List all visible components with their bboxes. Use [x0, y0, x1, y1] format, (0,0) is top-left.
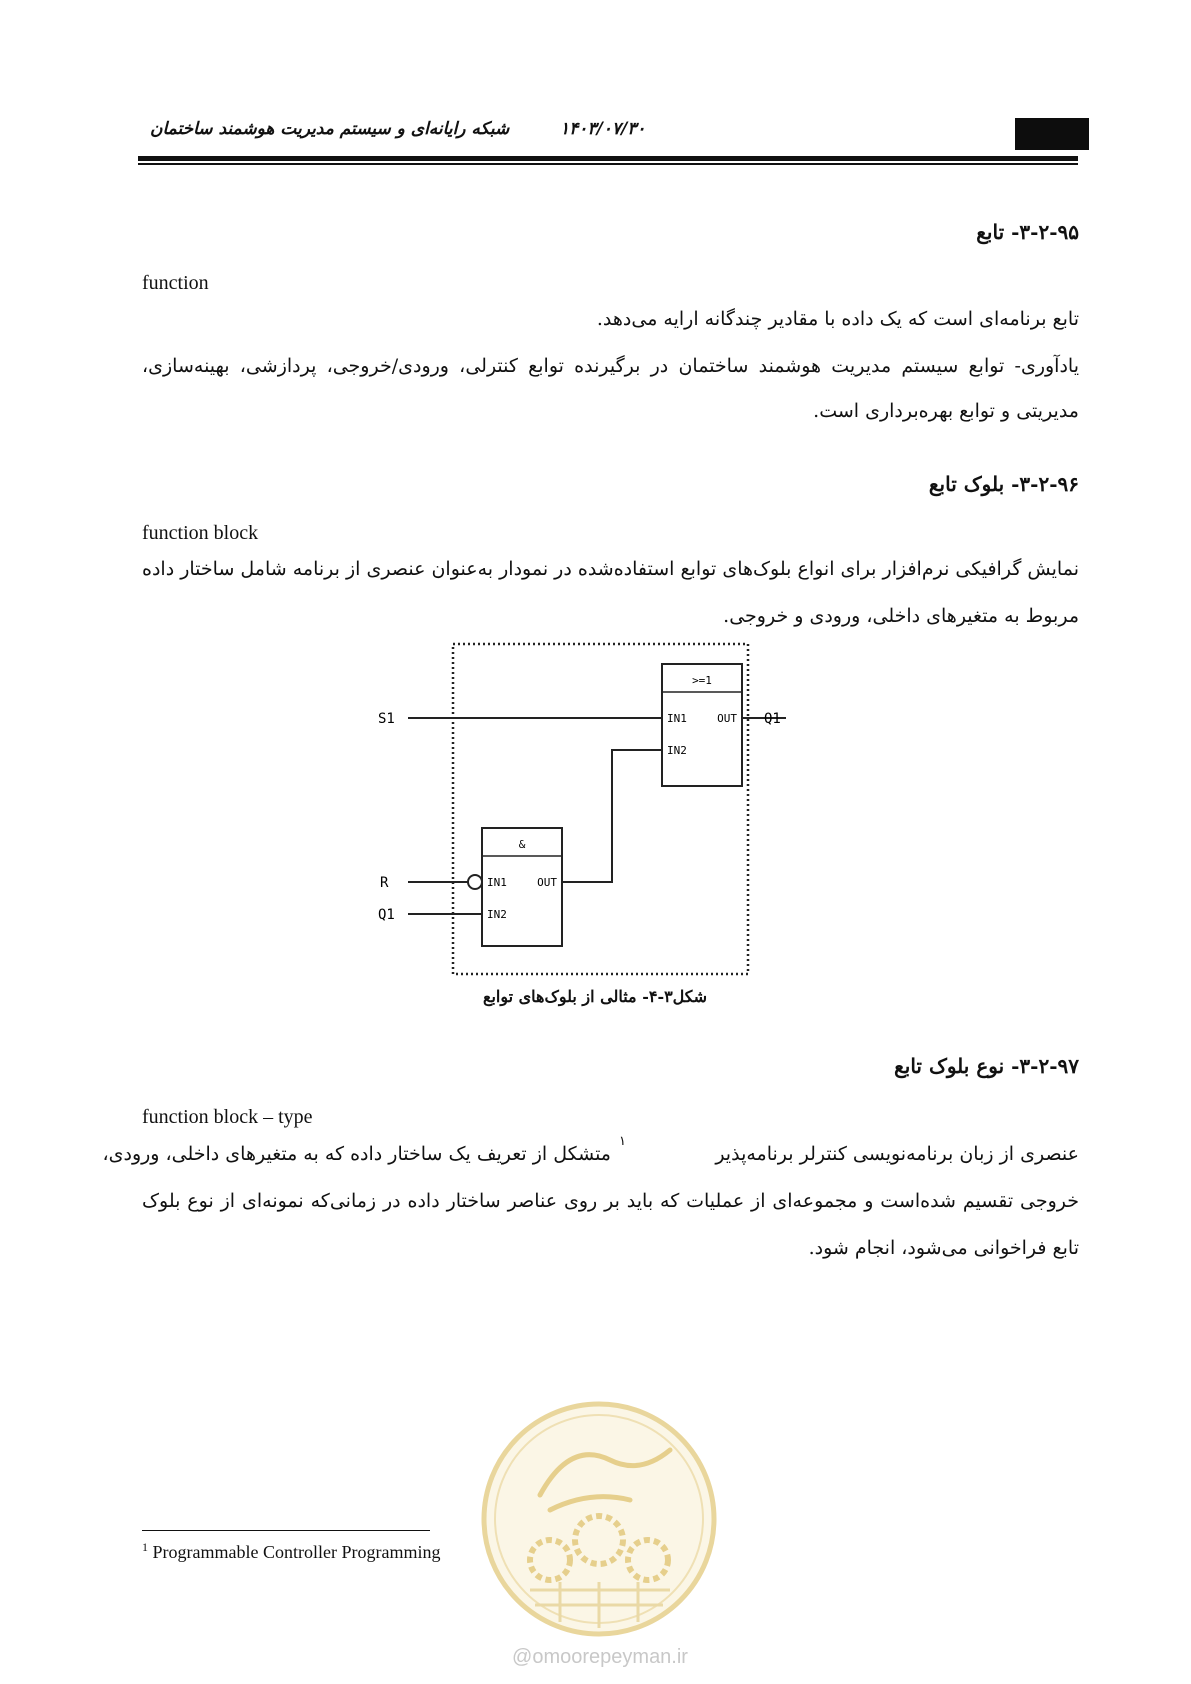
paragraph-line: مربوط به متغیرهای داخلی، ورودی و خروجی.: [723, 605, 1079, 627]
footnote-text: Programmable Controller Programming: [152, 1542, 441, 1562]
page-number-box: [1015, 118, 1089, 150]
section-heading-96: ۳-۲-۹۶- بلوک تابع: [928, 472, 1079, 496]
figure-caption: شکل۳-۴- مثالی از بلوک‌های توابع: [482, 987, 708, 1006]
watermark-url: [490, 1646, 710, 1669]
watermark-url-text: omoorepeyman.ir: [532, 1646, 688, 1668]
footnote: [142, 1540, 440, 1563]
paragraph-line: نمایش گرافیکی نرم‌افزار برای انواع بلوک‌های توابع استفاده‌شده در نمودار به‌عنوان عنصری از برنامه شامل ساختار داده: [142, 558, 1079, 580]
header-rule-thin: [138, 163, 1078, 165]
english-term-96: function block: [142, 522, 259, 544]
paragraph-line: یادآوری- توابع سیستم مدیریت هوشمند ساختمان در برگیرنده توابع کنترلی، ورودی/خروجی، پردازشی، بهینه‌سازی،: [142, 355, 1079, 377]
paragraph-line-part: عنصری از زبان برنامه‌نویسی کنترلر برنامه‌پذیر: [715, 1143, 1079, 1165]
header-title: شبکه رایانه‌ای و سیستم مدیریت هوشمند ساختمان: [150, 119, 510, 139]
wire-and-to-or: [562, 750, 662, 882]
and-block-out: OUT: [537, 876, 557, 889]
english-term-95: function: [142, 272, 209, 294]
label-q1-out: Q1: [764, 711, 781, 727]
or-block-in2: IN2: [667, 744, 687, 757]
paragraph-line: مدیریتی و توابع بهره‌برداری است.: [813, 400, 1079, 422]
section-heading-95: ۳-۲-۹۵- تابع: [976, 220, 1079, 244]
and-function-block: [482, 828, 562, 946]
header-rule-thick: [138, 156, 1078, 161]
paragraph-line: تابع فراخوانی می‌شود، انجام شود.: [808, 1237, 1079, 1259]
or-block-in1: IN1: [667, 712, 687, 725]
label-s1: S1: [378, 711, 395, 727]
and-block-in1: IN1: [487, 876, 507, 889]
at-icon: @: [512, 1646, 533, 1668]
footnote-rule: [142, 1530, 430, 1531]
footnote-mark: 1: [142, 1540, 148, 1554]
paragraph-line: خروجی تقسیم شده‌است و مجموعه‌ای از عملیات که باید بر روی عناصر ساختار داده در زمانی‌که نمونه‌ای از نوع بلوک: [142, 1190, 1079, 1212]
function-block-diagram: [380, 632, 800, 980]
and-block-in2: IN2: [487, 908, 507, 921]
and-block-title: &: [518, 838, 526, 851]
english-term-97: function block – type: [142, 1106, 313, 1128]
paragraph-line: تابع برنامه‌ای است که یک داده با مقادیر چندگانه ارایه می‌دهد.: [596, 308, 1079, 330]
or-function-block: [662, 664, 742, 786]
negation-circle: [468, 875, 482, 889]
header-date: ۱۴۰۳/۰۷/۳۰: [560, 119, 646, 139]
footnote-reference: ۱: [619, 1134, 626, 1149]
or-block-title: >=1: [692, 674, 712, 687]
or-block-out: OUT: [717, 712, 737, 725]
label-r: R: [380, 875, 389, 891]
omoorepeyman-seal-watermark: [480, 1400, 718, 1638]
label-q1-in: Q1: [378, 907, 395, 923]
section-heading-97: ۳-۲-۹۷- نوع بلوک تابع: [894, 1054, 1079, 1078]
paragraph-line-part: متشکل از تعریف یک ساختار داده که به متغیرهای داخلی، ورودی،: [102, 1143, 611, 1165]
